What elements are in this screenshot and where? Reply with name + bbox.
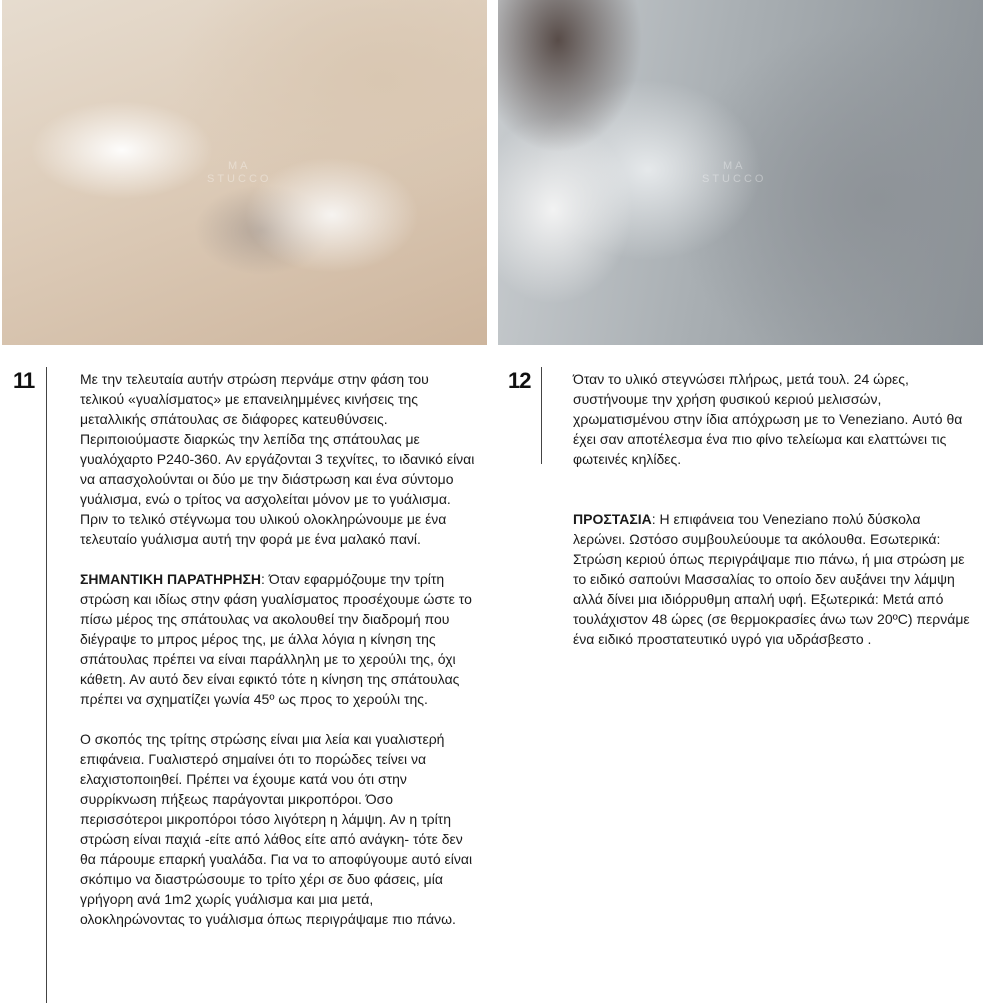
important-note-separator: : [261,571,269,587]
important-note-label: ΣΗΜΑΝΤΙΚΗ ΠΑΡΑΤΗΡΗΣΗ [80,571,262,587]
paragraph-gap [80,709,475,729]
watermark-right-line2: STUCCO [702,173,767,185]
step-number-12: 12 [508,368,531,393]
step-11-text [80,369,475,929]
watermark-right-line1: MA [722,160,746,172]
photo-polishing-trowel [2,0,487,345]
watermark-left-line1: MA [227,160,251,172]
watermark-right [702,160,766,186]
watermark-left-line2: STUCCO [207,173,272,185]
step-11-divider [46,367,47,1003]
step-number-11: 11 [13,368,35,393]
photo-wax-application [498,0,983,345]
protection-text: Η επιφάνεια του Veneziano πολύ δύσκολα λερώνει. Ωστόσο συμβουλεύουμε τα ακόλουθα. Εσωτερικά: Στρώση κεριού όπως περιγράψαμε πιο πάνω, ή μια στρώση με το ειδικό σαπούνι Μασσαλίας το οποίο δεν αυξάνει την λάμψη αλλά δίνει μια ιδιόρρυθμη απαλή υφή. Εξωτερικά: Μετά από τουλάχιστον 48 ώρες (σε θερμοκρασίες άνω των 20ºC) περνάμε ένα ειδικό προστατευτικό υγρό για υδράσβεστο . [573,511,970,647]
step-11-important-note [80,569,475,709]
protection-separator: : [651,511,660,527]
step-12-protection [573,509,973,649]
step-12-divider [541,367,542,464]
protection-label: ΠΡΟΣΤΑΣΙΑ [573,511,652,527]
paragraph-gap [573,469,973,489]
important-note-text: Όταν εφαρμόζουμε την τρίτη στρώση και ιδίως στην φάση γυαλίσματος προσέχουμε ώστε το πίσω μέρος της σπάτουλας να ακολουθεί την διαδρομή που διέγραψε το μπρος μέρος της, με άλλα λόγια η κίνηση της σπάτουλας πρέπει να είναι παράλληλη με το χερούλι της, όχι κάθετη. Αν αυτό δεν είναι εφικτό τότε η κίνηση της σπάτουλας πρέπει να σχηματίζει γωνία 45º ως προς το χερούλι της. [80,571,472,707]
paragraph-gap [80,549,475,569]
paragraph-gap [573,489,973,509]
watermark-left [207,160,271,186]
step-12-paragraph-1: Όταν το υλικό στεγνώσει πλήρως, μετά τουλ. 24 ώρες, συστήνουμε την χρήση φυσικού κεριού μελισσών, χρωματισμένου στην ίδια απόχρωση με το Veneziano. Αυτό θα έχει σαν αποτέλεσμα ένα πιο φίνο τελείωμα και ελαττώνει τις φωτεινές κηλίδες. [573,371,963,467]
step-12-text [573,369,973,649]
step-11-paragraph-1: Με την τελευταία αυτήν στρώση περνάμε στην φάση του τελικού «γυαλίσματος» με επανειλημμένες κινήσεις της μεταλλικής σπάτουλας σε διάφορες κατευθύνσεις. Περιποιούμαστε διαρκώς την λεπίδα της σπάτουλας με γυαλόχαρτο P240-360. Αν εργάζονται 3 τεχνίτες, το ιδανικό είναι να απασχολούνται οι δύο με την διάστρωση και ένα σύντομο γυάλισμα, ενώ ο τρίτος να ασχολείται μόνον με το γυάλισμα. Πριν το τελικό στέγνωμα του υλικού ολοκληρώνουμε με ένα τελευταίο γυάλισμα αυτή την φορά με ένα μαλακό πανί. [80,371,475,547]
step-11-paragraph-3: Ο σκοπός της τρίτης στρώσης είναι μια λεία και γυαλιστερή επιφάνεια. Γυαλιστερό σημαίνει ότι το πορώδες τείνει να ελαχιστοποιηθεί. Πρέπει να έχουμε κατά νου ότι στην συρρίκνωση πήξεως παράγονται μικροπόροι. Όσο περισσότεροι μικροπόροι τόσο λιγότερη η λάμψη. Αν η τρίτη στρώση είναι παχιά -είτε από λάθος είτε από ανάγκη- τότε δεν θα πάρουμε επαρκή γυαλάδα. Για να το αποφύγουμε αυτό είναι σκόπιμο να διαστρώσουμε το τρίτο χέρι σε δυο φάσεις, μία γρήγορη ανά 1m2 χωρίς γυάλισμα και μια μετά, ολοκληρώνοντας το γυάλισμα όπως περιγράψαμε πιο πάνω. [80,731,473,927]
